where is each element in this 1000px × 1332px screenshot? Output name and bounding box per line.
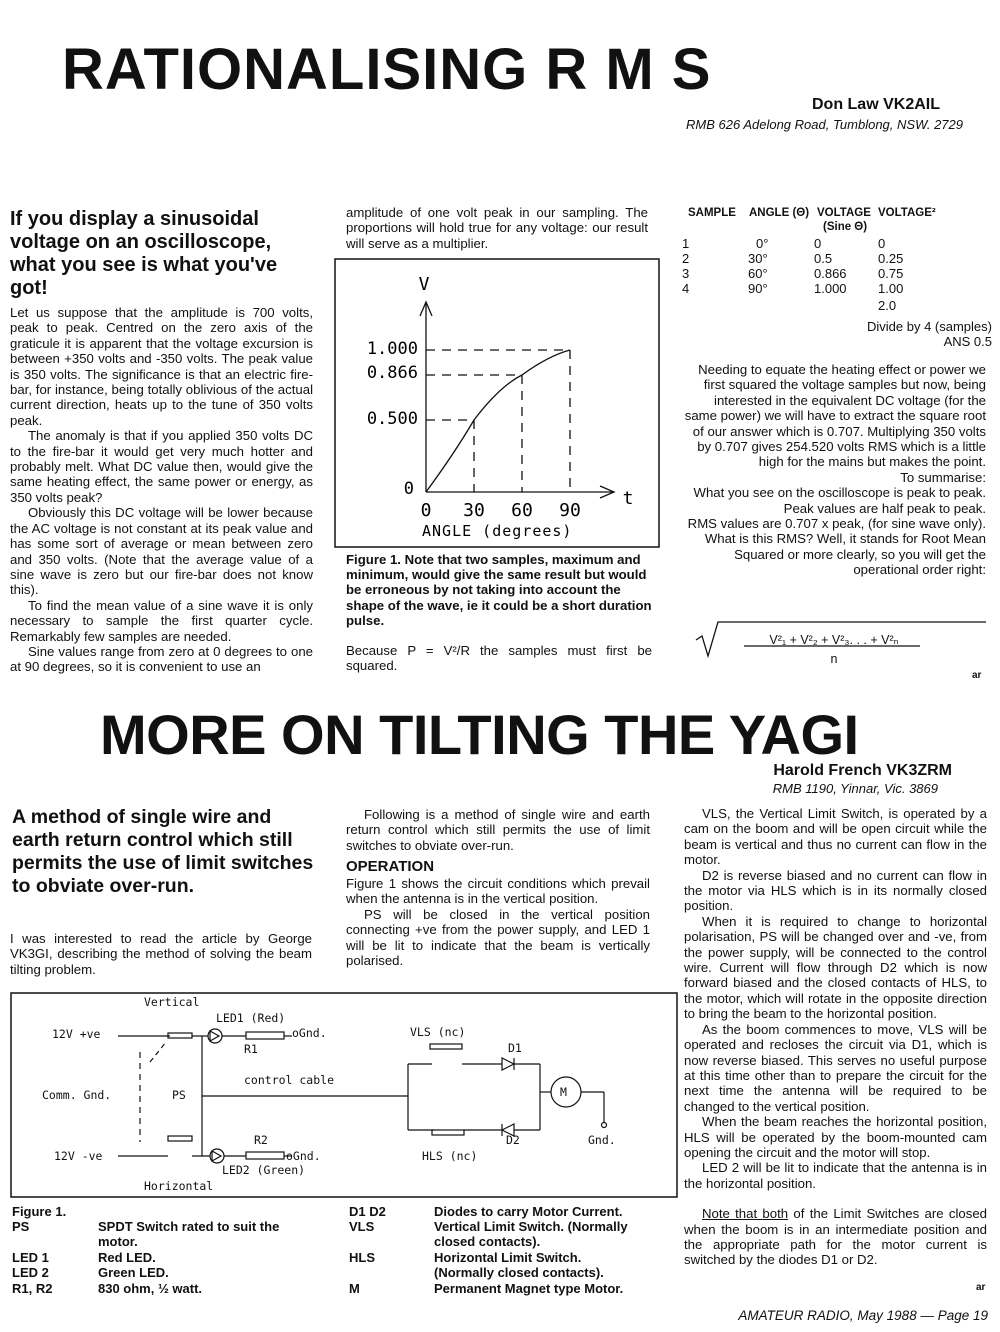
legend-desc: 830 ohm, ½ watt. [98,1281,203,1296]
paragraph: Needing to equate the heating effect or power we first squared the voltage samples but now, being interested in the equivalent DC voltage (for the same power) we will have to extract the square root of our answer which is 0.707. Multiplying 350 volts by 0.707 gives 254.520 volts RMS which is a little high for the mains but makes the point. [684,362,986,470]
motor-label: M [560,1085,567,1099]
paragraph: As the boom commences to move, VLS will be operated and recloses the circuit via D1, which is now reverse biased. This serves no useful purpose at this time other than to prepare the circuit for the next time the antenna will be required to be changed to the vertical position. [684,1021,987,1114]
table-header [682,207,992,221]
x-axis-title: ANGLE (degrees) [422,522,573,540]
paragraph: Peak values are half peak to peak. [783,500,986,516]
article2-author: Harold French VK3ZRM [773,762,952,779]
v-axis-label: V [418,274,430,295]
paragraph: LED 2 will be lit to indicate that the antenna is in the horizontal position. [684,1160,987,1191]
paragraph: Obviously this DC voltage will be lower because the AC voltage is not constant at its peak value and has some sort of average or mean between zero and 350 volts. (Note that the average value of a sine wave is zero but our fire-bar does not know this). [10,505,313,598]
table-header-cell: VOLTAGE [817,207,871,219]
paragraph: When the beam reaches the horizontal position, HLS will be operated by the boom-mounted cam opening the circuit and the motor will stop. [684,1114,987,1160]
article2-intro: I was interested to read the article by George VK3GI, describing the method of solving the beam tilting problem. [10,931,312,977]
cable-label: control cable [244,1073,335,1087]
r2-label: R2 [254,1133,268,1147]
table-header-cell: ANGLE (Θ) [749,207,810,219]
sample-table [682,207,992,350]
article1-address: RMB 626 Adelong Road, Tumblong, NSW. 2729 [686,117,963,132]
paragraph [684,1206,987,1268]
legend-desc: Red LED. [98,1250,156,1265]
article2-col3 [684,806,987,1268]
legend-desc: SPDT Switch rated to suit the motor. [98,1219,280,1250]
table-subheader [682,221,992,236]
legend-key: VLS [349,1219,375,1234]
legend-key: D1 D2 [349,1204,386,1219]
article1-endmark: ar [972,670,982,681]
ps-contact-bottom [168,1136,192,1141]
legend-desc: Diodes to carry Motor Current. [434,1204,623,1219]
guide-lines [426,350,570,492]
circuit-legend [12,1204,672,1304]
article1-col2-bottom: Because P = V²/R the samples must first be squared. [346,643,652,674]
d2-label: D2 [506,1133,520,1147]
paragraph: The anomaly is that if you applied 350 volts DC to the fire-bar it would get very much hotter and probably melt. What DC value then, would give the same heating effect, the same power or energy, as 350 volts peak? [10,428,313,505]
article2-address: RMB 1190, Yinnar, Vic. 3869 [772,781,938,796]
x-tick-label: 60 [511,500,533,521]
operation-heading: OPERATION [346,858,435,875]
legend-desc: Permanent Magnet type Motor. [434,1281,624,1296]
article1-title: RATIONALISING R M S [62,37,712,102]
led2-label: LED2 (Green) [222,1163,306,1177]
legend-key: M [349,1281,360,1296]
article2-title: MORE ON TILTING THE YAGI [100,703,859,766]
x-tick-label: 30 [463,500,485,521]
legend-key: R1, R2 [12,1281,53,1296]
table-header-cell: VOLTAGE² [878,207,936,219]
article1-col1 [10,305,313,675]
article1-lead: If you display a sinusoidal voltage on an oscilloscope, what you see is what you've got! [10,208,278,299]
minus-label: 12V -ve [54,1149,103,1163]
circuit-diagram [10,992,678,1198]
legend-title: Figure 1. [12,1204,67,1219]
formula-denominator: n [830,652,838,666]
legend-key: LED 1 [12,1250,49,1265]
table-total: 2.0 [878,298,897,313]
led2-triangle [212,1151,221,1161]
article2-endmark: ar [976,1282,986,1293]
underlined-note: Note that both [702,1206,789,1222]
legend-key: LED 2 [12,1265,49,1280]
legend-desc: Horizontal Limit Switch. (Normally closed contacts). [434,1250,604,1281]
paragraph: What you see on the oscilloscope is peak to peak. [693,485,986,501]
horizontal-label: Horizontal [144,1179,214,1193]
article2-col2-top: Following is a method of single wire and earth return control which still permits the use of limit switches to obviate over-run. [346,807,650,853]
article1-col2-top: amplitude of one volt peak in our sampling. The proportions will hold true for any voltage: our result will serve as a multiplier. [346,205,648,251]
formula-numerator: V²₁ + V²₂ + V²₃. . . + V²ₙ [769,633,899,647]
hls-switch [432,1130,464,1135]
table-header-cell: SAMPLE [688,207,736,219]
article1-figure-caption: Figure 1. Note that two samples, maximum and minimum, would give the same result but would be erroneous by not taking into account the shape of the wave, ie it could be a short duration pulse. [346,552,652,628]
paragraph: Let us suppose that the amplitude is 700 volts, peak to peak. Centred on the zero axis of the graticule it is apparent that the voltage excursion is between +350 volts and -350 volts. The peak value is 350 volts. The significance is that an electric fire-bar, for instance, being totally oblivious of the actual current direction, heats up to the tune of 350 volts peak. [10,305,313,428]
d1-diode [502,1058,514,1070]
vertical-label: Vertical [144,995,200,1009]
table-subheader-cell: (Sine Θ) [823,221,868,233]
paragraph: D2 is reverse biased and no current can flow in the motor via HLS which is in its normally closed position. [684,867,987,914]
ps-label: PS [172,1088,186,1102]
article2-col2 [346,876,650,968]
y-tick-label: 0 [403,479,414,499]
hls-label: HLS (nc) [422,1149,478,1163]
paragraph: PS will be closed in the vertical position connecting +ve from the power supply, and LED 1 will be lit to indicate that the beam is vertically polarised. [346,906,650,969]
sine-sampling-figure [334,258,660,548]
gnd-label-3: oGnd. [286,1149,321,1163]
r1-resistor [246,1032,284,1039]
comm-label: Comm. Gnd. [42,1088,112,1102]
paragraph: RMS values are 0.707 x peak, (for sine wave only). [687,516,986,532]
paragraph: What is this RMS? Well, it stands for Root Mean Squared or more clearly, so you will get the operational order right: [704,531,986,578]
legend-key: PS [12,1219,30,1234]
gnd-label-1: oGnd. [292,1026,327,1040]
paragraph: Sine values range from zero at 0 degrees to one at 90 degrees, so it is convenient to use an [10,643,313,675]
table-answer: ANS 0.5 [943,334,992,350]
led1-triangle [210,1031,219,1041]
vls-switch [430,1044,462,1049]
d1-label: D1 [508,1041,522,1055]
legend-key: HLS [349,1250,375,1265]
table-rows: 1 0° 0 0 2 30° 0.5 0.25 3 60° 0.866 0.75 4 90° 1.000 1.00 [682,236,904,296]
x-tick-label: 0 [420,500,432,521]
article1-author: Don Law VK2AIL [811,96,940,113]
r2-resistor [246,1152,284,1159]
paragraph: To find the mean value of a sine wave it is only necessary to sample the first quarter cycle. Remarkably few samples are needed. [10,597,313,644]
table-divide: Divide by 4 (samples) [867,319,992,334]
ps-contact-top [168,1033,192,1038]
sine-curve [426,350,570,492]
paragraph: Figure 1 shows the circuit conditions which prevail when the antenna is in the vertical position. [346,876,650,907]
page-footer: AMATEUR RADIO, May 1988 — Page 19 [738,1308,988,1323]
gnd-label-2: Gnd. [588,1133,616,1147]
article1-col3 [682,362,986,578]
x-tick-label: 90 [559,500,581,521]
legend-desc: Green LED. [98,1265,169,1280]
legend-desc: Vertical Limit Switch. (Normally closed contacts). [434,1219,628,1250]
paragraph: VLS, the Vertical Limit Switch, is operated by a cam on the boom and will be open circuit while the beam is vertical and thus no current can flow in the motor. [684,806,987,868]
r1-label: R1 [244,1042,258,1056]
paragraph: When it is required to change to horizontal polarisation, PS will be changed over and -ve, from the power supply, will be connected to the control wire. Current will flow through D2 which is now forward biased and the closed contacts of HLS, to the motor, which will rotate in the opposite direction to bring the beam to the horizontal position. [684,913,987,1022]
vls-label: VLS (nc) [410,1025,466,1039]
note-text: of the Limit Switches are closed when the boom is in an intermediate position and the appropriate path for the motor current is switched by the diodes D1 or D2. [684,1206,987,1268]
y-tick-label: 0.500 [366,409,418,429]
y-tick-label: 0.866 [366,363,418,383]
led1-label: LED1 (Red) [216,1011,286,1025]
y-tick-label: 1.000 [366,339,418,359]
table-total-row [682,298,992,314]
article2-lead: A method of single wire and earth return control which still permits the use of limit switches to obviate over-run. [12,806,314,897]
t-axis-label: t [622,488,634,509]
plus-label: 12V +ve [52,1027,101,1041]
paragraph: To summarise: [900,469,986,485]
figure-frame [335,259,659,547]
